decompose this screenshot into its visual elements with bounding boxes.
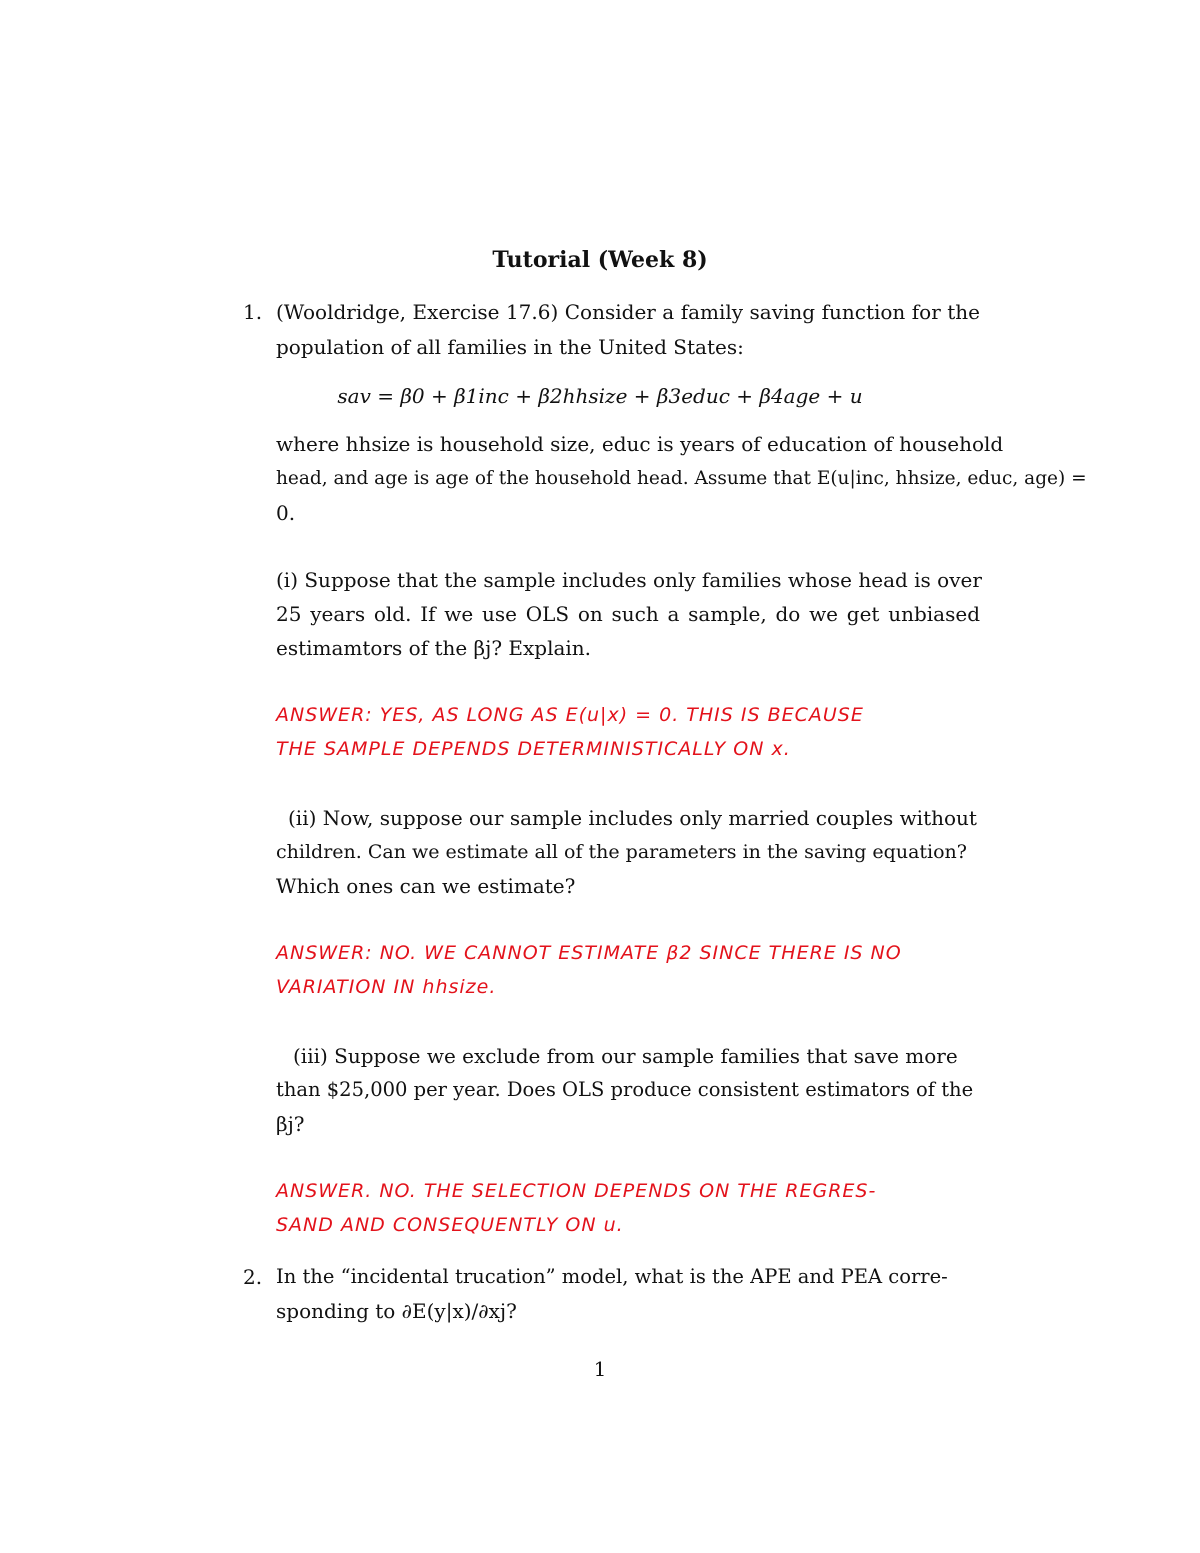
answer-i-line-1: ANSWER: YES, AS LONG AS E(u|x) = 0. THIS IS BECAUSE: [276, 704, 864, 726]
part-iii-line-3: βj?: [276, 1112, 305, 1136]
part-ii-line-3: Which ones can we estimate?: [276, 874, 576, 898]
part-i-line-3: estimamtors of the βj? Explain.: [276, 636, 592, 660]
answer-ii-line-1: ANSWER: NO. WE CANNOT ESTIMATE β2 SINCE THERE IS NO: [276, 942, 902, 964]
question-2-number: 2.: [243, 1265, 263, 1289]
q2-line-2: sponding to ∂E(y|x)/∂xj?: [276, 1299, 517, 1323]
q1-intro-line-2: population of all families in the United States:: [276, 335, 744, 359]
saving-equation: sav = β0 + β1inc + β2hhsize + β3educ + β4age + u: [337, 384, 863, 408]
q1-where-line-2: head, and age is age of the household head. Assume that E(u|inc, hhsize, educ, age) =: [276, 468, 1087, 489]
part-iii-line-1: (iii) Suppose we exclude from our sample families that save more: [293, 1044, 958, 1068]
question-1-number: 1.: [243, 300, 263, 324]
answer-i-line-2: THE SAMPLE DEPENDS DETERMINISTICALLY ON x.: [276, 738, 791, 760]
part-ii-line-2: children. Can we estimate all of the parameters in the saving equation?: [276, 841, 967, 863]
q1-where-line-1: where hhsize is household size, educ is years of education of household: [276, 432, 1004, 456]
page-title: Tutorial (Week 8): [492, 247, 708, 273]
part-i-line-2: 25 years old. If we use OLS on such a sample, do we get unbiased: [276, 602, 980, 626]
answer-ii-line-2: VARIATION IN hhsize.: [276, 976, 497, 998]
part-iii-line-2: than $25,000 per year. Does OLS produce consistent estimators of the: [276, 1078, 974, 1101]
page-number: 1: [593, 1357, 607, 1381]
part-ii-line-1: (ii) Now, suppose our sample includes only married couples without: [288, 806, 977, 830]
q2-line-1: In the “incidental trucation” model, what is the APE and PEA corre-: [276, 1265, 948, 1288]
answer-iii-line-2: SAND AND CONSEQUENTLY ON u.: [276, 1214, 624, 1236]
answer-iii-line-1: ANSWER. NO. THE SELECTION DEPENDS ON THE REGRES-: [276, 1180, 877, 1202]
part-i-line-1: (i) Suppose that the sample includes only families whose head is over: [276, 568, 982, 592]
q1-intro-line-1: (Wooldridge, Exercise 17.6) Consider a family saving function for the: [276, 300, 980, 324]
q1-where-line-3: 0.: [276, 501, 296, 525]
